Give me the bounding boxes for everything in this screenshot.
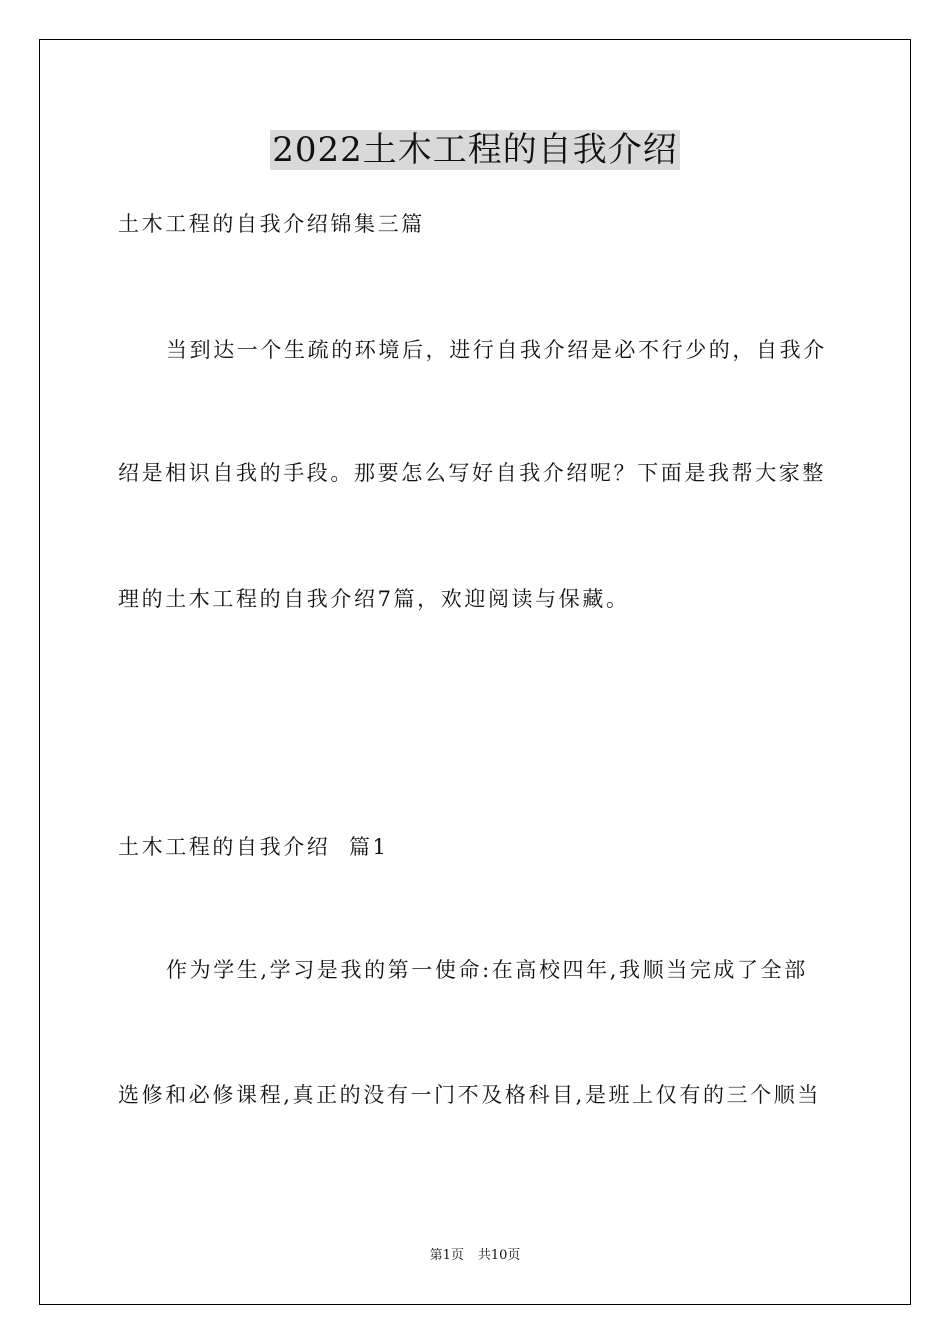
paragraph-line: 作为学生,学习是我的第一使命:在高校四年,我顺当完成了全部 (166, 958, 808, 982)
paragraph-line: 当到达一个生疏的环境后，进行自我介绍是必不行少的，自我介 (166, 338, 827, 362)
page-total: 共10页 (477, 1248, 521, 1263)
page-footer (0, 1247, 950, 1265)
paragraph-line: 选修和必修课程,真正的没有一门不及格科目,是班上仅有的三个顺当 (118, 1083, 821, 1107)
paragraph-line: 绍是相识自我的手段。那要怎么写好自我介绍呢？下面是我帮大家整 (118, 461, 826, 485)
page-number: 第1页 (429, 1248, 464, 1263)
document-title (0, 126, 950, 174)
document-subtitle: 土木工程的自我介绍锦集三篇 (118, 212, 425, 236)
paragraph-line: 理的土木工程的自我介绍7篇，欢迎阅读与保藏。 (118, 587, 630, 611)
document-title-text: 2022土木工程的自我介绍 (272, 130, 678, 170)
section-heading: 土木工程的自我介绍 篇1 (118, 835, 389, 859)
